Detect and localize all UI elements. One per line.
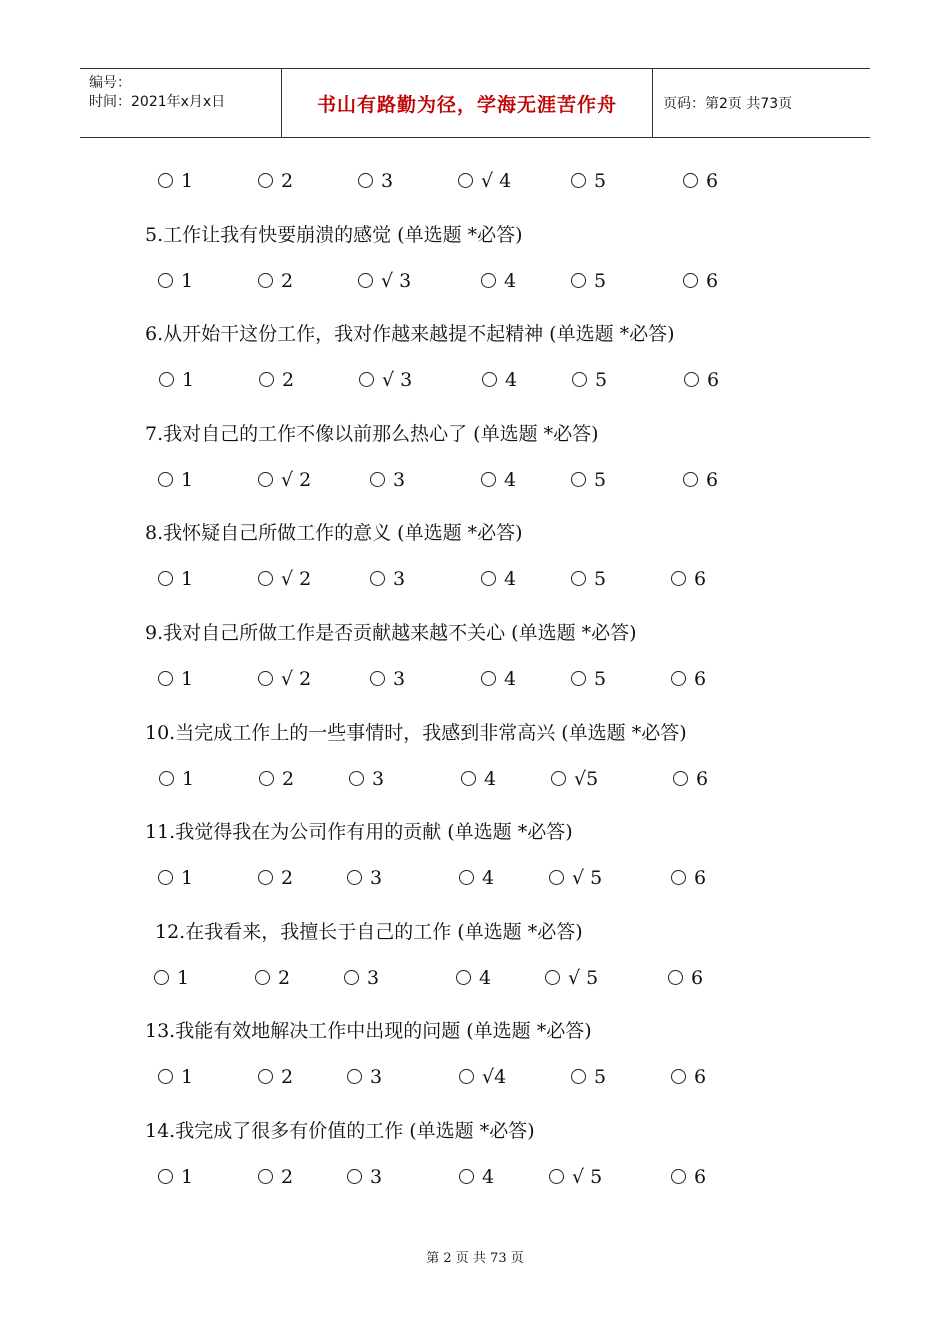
radio-option[interactable] bbox=[683, 170, 718, 192]
radio-circle-icon bbox=[370, 571, 385, 586]
radio-circle-icon bbox=[668, 970, 683, 985]
option-row bbox=[0, 170, 950, 200]
radio-option-label: 3 bbox=[370, 1066, 383, 1089]
header-motto-cell bbox=[282, 69, 653, 137]
radio-option[interactable] bbox=[258, 568, 311, 590]
header-page-cell bbox=[653, 69, 870, 137]
radio-circle-icon bbox=[255, 970, 270, 985]
radio-option-label: 5 bbox=[594, 568, 607, 591]
radio-option[interactable] bbox=[481, 270, 516, 292]
radio-option[interactable] bbox=[344, 967, 379, 989]
radio-option[interactable] bbox=[158, 270, 193, 292]
radio-option-label: 5 bbox=[594, 170, 607, 192]
radio-circle-icon bbox=[347, 870, 362, 885]
radio-circle-icon bbox=[459, 870, 474, 885]
radio-circle-icon bbox=[571, 273, 586, 288]
radio-option-label: 3 bbox=[381, 170, 394, 192]
radio-circle-icon bbox=[358, 273, 373, 288]
radio-option[interactable] bbox=[347, 867, 382, 889]
radio-option-label: 3 bbox=[370, 1166, 383, 1188]
radio-option[interactable] bbox=[671, 867, 706, 889]
radio-circle-icon bbox=[258, 472, 273, 487]
radio-option[interactable] bbox=[258, 1066, 293, 1088]
radio-option-label: √ 5 bbox=[572, 1166, 603, 1188]
question-text: 14.我完成了很多有价值的工作 (单选题 *必答) bbox=[145, 1120, 535, 1142]
radio-option-label: 6 bbox=[694, 568, 707, 591]
radio-option[interactable] bbox=[258, 170, 293, 192]
radio-option[interactable] bbox=[673, 768, 708, 790]
radio-option[interactable] bbox=[571, 1066, 606, 1088]
radio-circle-icon bbox=[572, 372, 587, 387]
radio-circle-icon bbox=[545, 970, 560, 985]
radio-option[interactable] bbox=[571, 568, 606, 590]
radio-option[interactable] bbox=[671, 1066, 706, 1088]
radio-option-label: √ 2 bbox=[281, 568, 312, 591]
radio-option-label: 4 bbox=[504, 568, 517, 591]
header-motto: 书山有路勤为径，学海无涯苦作舟 bbox=[316, 93, 617, 116]
radio-option-label: 1 bbox=[182, 369, 195, 392]
radio-option-label: 2 bbox=[281, 170, 294, 192]
option-row bbox=[0, 967, 950, 997]
radio-circle-icon bbox=[159, 771, 174, 786]
option-row bbox=[0, 1066, 950, 1096]
question-text: 8.我怀疑自己所做工作的意义 (单选题 *必答) bbox=[145, 522, 523, 545]
radio-option-label: 6 bbox=[694, 1166, 707, 1188]
radio-option-label: √ 2 bbox=[281, 468, 312, 491]
radio-option[interactable] bbox=[549, 867, 602, 889]
radio-option[interactable] bbox=[358, 270, 411, 292]
radio-circle-icon bbox=[154, 970, 169, 985]
radio-circle-icon bbox=[671, 1169, 686, 1184]
radio-circle-icon bbox=[370, 472, 385, 487]
radio-option[interactable] bbox=[158, 1166, 193, 1188]
radio-option[interactable] bbox=[158, 668, 193, 690]
radio-circle-icon bbox=[258, 273, 273, 288]
radio-option-label: 1 bbox=[181, 269, 194, 292]
radio-option-label: 6 bbox=[706, 468, 719, 491]
radio-option[interactable] bbox=[671, 668, 706, 690]
radio-circle-icon bbox=[158, 671, 173, 686]
radio-circle-icon bbox=[571, 1069, 586, 1084]
radio-option-label: 1 bbox=[177, 966, 190, 989]
radio-option[interactable] bbox=[683, 270, 718, 292]
radio-circle-icon bbox=[158, 273, 173, 288]
radio-circle-icon bbox=[481, 671, 496, 686]
question-text: 11.我觉得我在为公司作有用的贡献 (单选题 *必答) bbox=[145, 821, 573, 844]
option-row bbox=[0, 668, 950, 698]
option-row bbox=[0, 768, 950, 798]
radio-option[interactable] bbox=[258, 469, 311, 491]
radio-circle-icon bbox=[259, 372, 274, 387]
radio-option[interactable] bbox=[572, 369, 607, 391]
header-meta-cell bbox=[80, 69, 282, 137]
radio-option-label: 2 bbox=[281, 1066, 294, 1089]
radio-option-label: 2 bbox=[281, 1166, 294, 1188]
radio-option-label: 6 bbox=[696, 767, 709, 790]
radio-option[interactable] bbox=[481, 568, 516, 590]
radio-option-label: 1 bbox=[181, 668, 194, 690]
radio-option[interactable] bbox=[370, 668, 405, 690]
header-time-label: 时间：2021年x月x日 bbox=[89, 94, 226, 110]
radio-option-label: 3 bbox=[393, 568, 406, 591]
radio-circle-icon bbox=[370, 671, 385, 686]
radio-option[interactable] bbox=[571, 170, 606, 192]
radio-option[interactable] bbox=[358, 170, 393, 192]
question-text: 10.当完成工作上的一些事情时，我感到非常高兴 (单选题 *必答) bbox=[145, 721, 687, 744]
radio-circle-icon bbox=[158, 870, 173, 885]
radio-option[interactable] bbox=[481, 469, 516, 491]
radio-circle-icon bbox=[359, 372, 374, 387]
option-row bbox=[0, 1166, 950, 1196]
radio-circle-icon bbox=[259, 771, 274, 786]
radio-circle-icon bbox=[671, 571, 686, 586]
radio-option[interactable] bbox=[456, 967, 491, 989]
option-row bbox=[0, 369, 950, 399]
radio-option-label: 4 bbox=[504, 468, 517, 491]
radio-option[interactable] bbox=[349, 768, 384, 790]
radio-option[interactable] bbox=[551, 768, 598, 790]
radio-circle-icon bbox=[358, 173, 373, 188]
radio-option-label: 5 bbox=[594, 269, 607, 292]
radio-option-label: √4 bbox=[482, 1066, 507, 1089]
radio-option[interactable] bbox=[481, 668, 516, 690]
question-text: 6.从开始干这份工作，我对作越来越提不起精神 (单选题 *必答) bbox=[145, 323, 675, 346]
radio-circle-icon bbox=[571, 671, 586, 686]
radio-option-label: 2 bbox=[282, 767, 295, 790]
radio-option[interactable] bbox=[158, 867, 193, 889]
radio-option[interactable] bbox=[258, 1166, 293, 1188]
radio-option[interactable] bbox=[259, 369, 294, 391]
header-page-info: 页码：第2页 共73页 bbox=[663, 96, 793, 112]
radio-option-label: 5 bbox=[594, 468, 607, 491]
radio-option[interactable] bbox=[255, 967, 290, 989]
radio-option-label: √ 3 bbox=[382, 369, 413, 392]
radio-option-label: √5 bbox=[574, 767, 599, 790]
radio-option-label: 6 bbox=[706, 269, 719, 292]
radio-option-label: 3 bbox=[370, 867, 383, 890]
radio-option-label: 6 bbox=[707, 369, 720, 392]
radio-circle-icon bbox=[482, 372, 497, 387]
radio-option-label: 2 bbox=[281, 867, 294, 890]
radio-option-label: 4 bbox=[482, 1166, 495, 1188]
radio-option[interactable] bbox=[459, 1066, 506, 1088]
radio-circle-icon bbox=[461, 771, 476, 786]
radio-option[interactable] bbox=[545, 967, 598, 989]
radio-option[interactable] bbox=[459, 867, 494, 889]
option-row bbox=[0, 270, 950, 300]
radio-option[interactable] bbox=[370, 568, 405, 590]
header-number-label: 编号： bbox=[89, 75, 131, 91]
radio-circle-icon bbox=[549, 1169, 564, 1184]
radio-option[interactable] bbox=[258, 270, 293, 292]
radio-option-label: 4 bbox=[504, 668, 517, 690]
radio-circle-icon bbox=[158, 571, 173, 586]
radio-circle-icon bbox=[258, 571, 273, 586]
radio-option-label: 3 bbox=[393, 668, 406, 690]
radio-option-label: 1 bbox=[181, 1066, 194, 1089]
question-text: 13.我能有效地解决工作中出现的问题 (单选题 *必答) bbox=[145, 1020, 592, 1043]
radio-circle-icon bbox=[158, 472, 173, 487]
radio-option-label: 1 bbox=[181, 568, 194, 591]
radio-circle-icon bbox=[158, 1169, 173, 1184]
radio-option[interactable] bbox=[347, 1066, 382, 1088]
radio-option[interactable] bbox=[259, 768, 294, 790]
radio-circle-icon bbox=[549, 870, 564, 885]
radio-circle-icon bbox=[683, 472, 698, 487]
question-text: 5.工作让我有快要崩溃的感觉 (单选题 *必答) bbox=[145, 223, 523, 246]
radio-option[interactable] bbox=[482, 369, 517, 391]
radio-option[interactable] bbox=[154, 967, 189, 989]
radio-option-label: 3 bbox=[393, 468, 406, 491]
radio-circle-icon bbox=[673, 771, 688, 786]
radio-option[interactable] bbox=[668, 967, 703, 989]
radio-circle-icon bbox=[683, 173, 698, 188]
radio-circle-icon bbox=[459, 1069, 474, 1084]
option-row bbox=[0, 469, 950, 499]
radio-option[interactable] bbox=[571, 469, 606, 491]
radio-option[interactable] bbox=[158, 170, 193, 192]
radio-option[interactable] bbox=[683, 469, 718, 491]
radio-circle-icon bbox=[347, 1169, 362, 1184]
radio-option[interactable] bbox=[458, 170, 511, 192]
radio-option[interactable] bbox=[159, 369, 194, 391]
radio-option-label: 6 bbox=[706, 170, 719, 192]
radio-circle-icon bbox=[458, 173, 473, 188]
radio-option-label: 4 bbox=[505, 369, 518, 392]
radio-circle-icon bbox=[258, 1169, 273, 1184]
radio-circle-icon bbox=[459, 1169, 474, 1184]
radio-circle-icon bbox=[551, 771, 566, 786]
radio-circle-icon bbox=[258, 1069, 273, 1084]
radio-option-label: 1 bbox=[181, 867, 194, 890]
radio-circle-icon bbox=[158, 173, 173, 188]
radio-option[interactable] bbox=[158, 469, 193, 491]
radio-option-label: 1 bbox=[182, 767, 195, 790]
radio-option-label: √ 5 bbox=[572, 867, 603, 890]
radio-circle-icon bbox=[571, 571, 586, 586]
radio-option-label: 6 bbox=[694, 668, 707, 690]
radio-option-label: 4 bbox=[479, 966, 492, 989]
radio-circle-icon bbox=[671, 671, 686, 686]
radio-option[interactable] bbox=[549, 1166, 602, 1188]
radio-circle-icon bbox=[258, 671, 273, 686]
radio-option-label: √ 2 bbox=[281, 668, 312, 690]
radio-option-label: 5 bbox=[594, 668, 607, 690]
radio-option[interactable] bbox=[671, 568, 706, 590]
radio-circle-icon bbox=[349, 771, 364, 786]
radio-option-label: 6 bbox=[694, 1066, 707, 1089]
radio-option-label: 2 bbox=[278, 966, 291, 989]
radio-circle-icon bbox=[684, 372, 699, 387]
question-text: 7.我对自己的工作不像以前那么热心了 (单选题 *必答) bbox=[145, 422, 599, 445]
radio-option[interactable] bbox=[370, 469, 405, 491]
radio-circle-icon bbox=[159, 372, 174, 387]
radio-option-label: 2 bbox=[282, 369, 295, 392]
radio-circle-icon bbox=[571, 472, 586, 487]
option-row bbox=[0, 867, 950, 897]
page-header bbox=[80, 68, 870, 138]
radio-option-label: √ 3 bbox=[381, 269, 412, 292]
radio-circle-icon bbox=[456, 970, 471, 985]
radio-option[interactable] bbox=[571, 270, 606, 292]
question-text: 12.在我看来，我擅长于自己的工作 (单选题 *必答) bbox=[155, 920, 583, 943]
radio-option-label: 4 bbox=[484, 767, 497, 790]
radio-circle-icon bbox=[347, 1069, 362, 1084]
question-text: 9.我对自己所做工作是否贡献越来越不关心 (单选题 *必答) bbox=[145, 622, 637, 644]
radio-option-label: √ 5 bbox=[568, 966, 599, 989]
radio-option-label: 6 bbox=[694, 867, 707, 890]
radio-option-label: √ 4 bbox=[481, 170, 512, 192]
radio-option-label: 5 bbox=[594, 1066, 607, 1089]
radio-circle-icon bbox=[481, 472, 496, 487]
radio-option[interactable] bbox=[347, 1166, 382, 1188]
radio-option[interactable] bbox=[158, 568, 193, 590]
radio-option[interactable] bbox=[684, 369, 719, 391]
radio-option-label: 6 bbox=[691, 966, 704, 989]
radio-option-label: 1 bbox=[181, 468, 194, 491]
page-footer: 第 2 页 共 73 页 bbox=[426, 1251, 524, 1266]
radio-circle-icon bbox=[344, 970, 359, 985]
radio-option-label: 4 bbox=[482, 867, 495, 890]
radio-option[interactable] bbox=[459, 1166, 494, 1188]
radio-circle-icon bbox=[671, 1069, 686, 1084]
radio-circle-icon bbox=[481, 273, 496, 288]
radio-option[interactable] bbox=[359, 369, 412, 391]
radio-circle-icon bbox=[258, 173, 273, 188]
radio-circle-icon bbox=[158, 1069, 173, 1084]
radio-option[interactable] bbox=[258, 867, 293, 889]
radio-option[interactable] bbox=[159, 768, 194, 790]
radio-option[interactable] bbox=[671, 1166, 706, 1188]
radio-option-label: 3 bbox=[367, 966, 380, 989]
radio-circle-icon bbox=[571, 173, 586, 188]
radio-option-label: 5 bbox=[595, 369, 608, 392]
radio-option[interactable] bbox=[571, 668, 606, 690]
radio-option-label: 1 bbox=[181, 170, 194, 192]
radio-circle-icon bbox=[481, 571, 496, 586]
radio-option-label: 2 bbox=[281, 269, 294, 292]
radio-option[interactable] bbox=[158, 1066, 193, 1088]
radio-circle-icon bbox=[671, 870, 686, 885]
option-row bbox=[0, 568, 950, 598]
radio-circle-icon bbox=[258, 870, 273, 885]
radio-option[interactable] bbox=[258, 668, 311, 690]
radio-option-label: 3 bbox=[372, 767, 385, 790]
radio-circle-icon bbox=[683, 273, 698, 288]
radio-option-label: 4 bbox=[504, 269, 517, 292]
radio-option-label: 1 bbox=[181, 1166, 194, 1188]
radio-option[interactable] bbox=[461, 768, 496, 790]
